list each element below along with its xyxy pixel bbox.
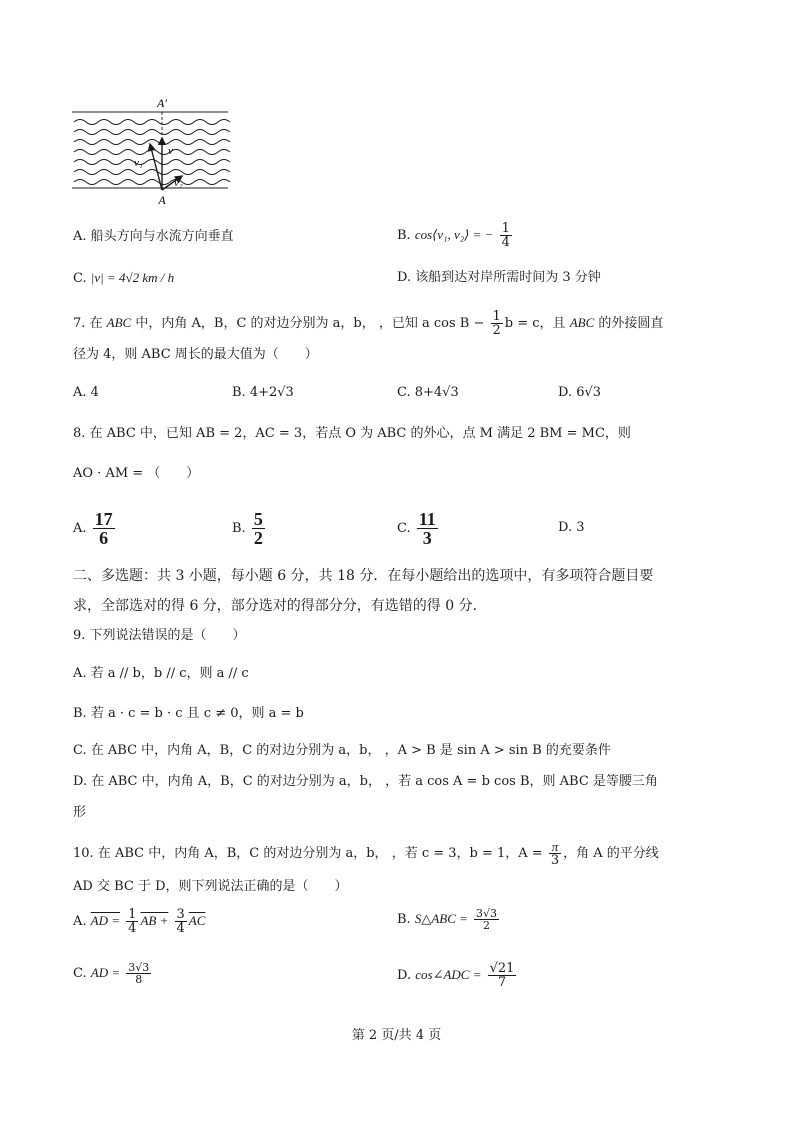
q6-option-c: C. |v| = 4√2 km / h <box>73 270 175 286</box>
q8-option-c: C. $\frac{11}{3}$ <box>397 509 436 548</box>
q10-option-b: B. S△ABC = $\frac{3√3}{2}$ <box>397 907 498 932</box>
q9-option-a: A. 若 a // b，b // c，则 a // c <box>73 666 249 681</box>
q10-stem-line2: AD 交 BC 于 D，则下列说法正确的是（ ） <box>73 879 348 894</box>
q7-option-a: A. 4 <box>73 385 99 400</box>
label-v: v <box>168 145 173 157</box>
page-footer: 第 2 页/共 4 页 <box>351 1028 442 1043</box>
q8-stem-line2: AO · AM = （ ） <box>73 466 200 481</box>
q8-option-a: A. $\frac{17}{6}$ <box>73 509 113 548</box>
label-a: A <box>158 193 166 207</box>
q7-option-d: D. 6√3 <box>558 385 602 400</box>
q7-option-c: C. 8+4√3 <box>397 385 459 400</box>
q7-stem-line2: 径为 4，则 ABC 周长的最大值为（ ） <box>73 347 318 362</box>
q9-option-b: B. 若 a · c = b · c 且 c ≠ 0，则 a = b <box>73 706 304 721</box>
q9-option-d-line1: D. 在 ABC 中，内角 A，B，C 的对边分别为 a，b， ，若 a cos A = b cos B，则 ABC 是等腰三角 <box>73 774 658 789</box>
section-2-heading-line2: 求，全部选对的得 6 分，部分选对的得部分分，有选错的得 0 分． <box>73 598 487 614</box>
section-2-heading-line1: 二、多选题：共 3 小题，每小题 6 分，共 18 分．在每小题给出的选项中，有多项符合题目要 <box>73 568 654 584</box>
q6-option-b: B. cos⟨v₁, v₂⟩ = − $\frac{1}{4}$ <box>397 221 510 250</box>
label-a-prime: A′ <box>157 96 167 110</box>
q9-option-c: C. 在 ABC 中，内角 A，B，C 的对边分别为 a，b， ，A > B 是 sin A > sin B 的充要条件 <box>73 743 611 758</box>
q8-option-d: D. 3 <box>558 520 585 535</box>
q7-stem-line1: 7. 在 ABC 中，内角 A，B，C 的对边分别为 a，b， ，已知 a cos B − $\frac{1}{2}$ b = c，且 ABC 的外接圆直 <box>73 309 664 338</box>
q8-stem-line1: 8. 在 ABC 中，已知 AB = 2，AC = 3，若点 O 为 ABC 的外心，点 M 满足 2 BM = MC，则 <box>73 426 631 441</box>
q9-option-d-line2: 形 <box>73 805 87 820</box>
label-v2: v₂ <box>174 177 183 189</box>
label-v1: v₁ <box>134 157 143 169</box>
q8-option-b: B. $\frac{5}{2}$ <box>232 509 263 548</box>
q7-option-b: B. 4+2√3 <box>232 385 294 400</box>
q9-stem: 9. 下列说法错误的是（ ） <box>73 628 246 643</box>
q10-option-a: A. AD = $\frac{1}{4}$ AB + $\frac{3}{4}$ $\overline{AC}$ <box>73 907 206 936</box>
river-crossing-figure <box>70 96 230 208</box>
q10-option-d: D. cos∠ADC = $\frac{√21}{7}$ <box>397 961 515 990</box>
q10-option-c: C. AD = $\frac{3√3}{8}$ <box>73 961 150 986</box>
q10-stem-line1: 10. 在 ABC 中，内角 A，B，C 的对边分别为 a，b， ，若 c = 3，b = 1，A = $\frac{\pi}{3}$ ，角 A 的平分线 <box>73 839 659 868</box>
q6-option-a: A. 船头方向与水流方向垂直 <box>73 229 234 244</box>
q6-option-d: D. 该船到达对岸所需时间为 3 分钟 <box>397 270 601 285</box>
